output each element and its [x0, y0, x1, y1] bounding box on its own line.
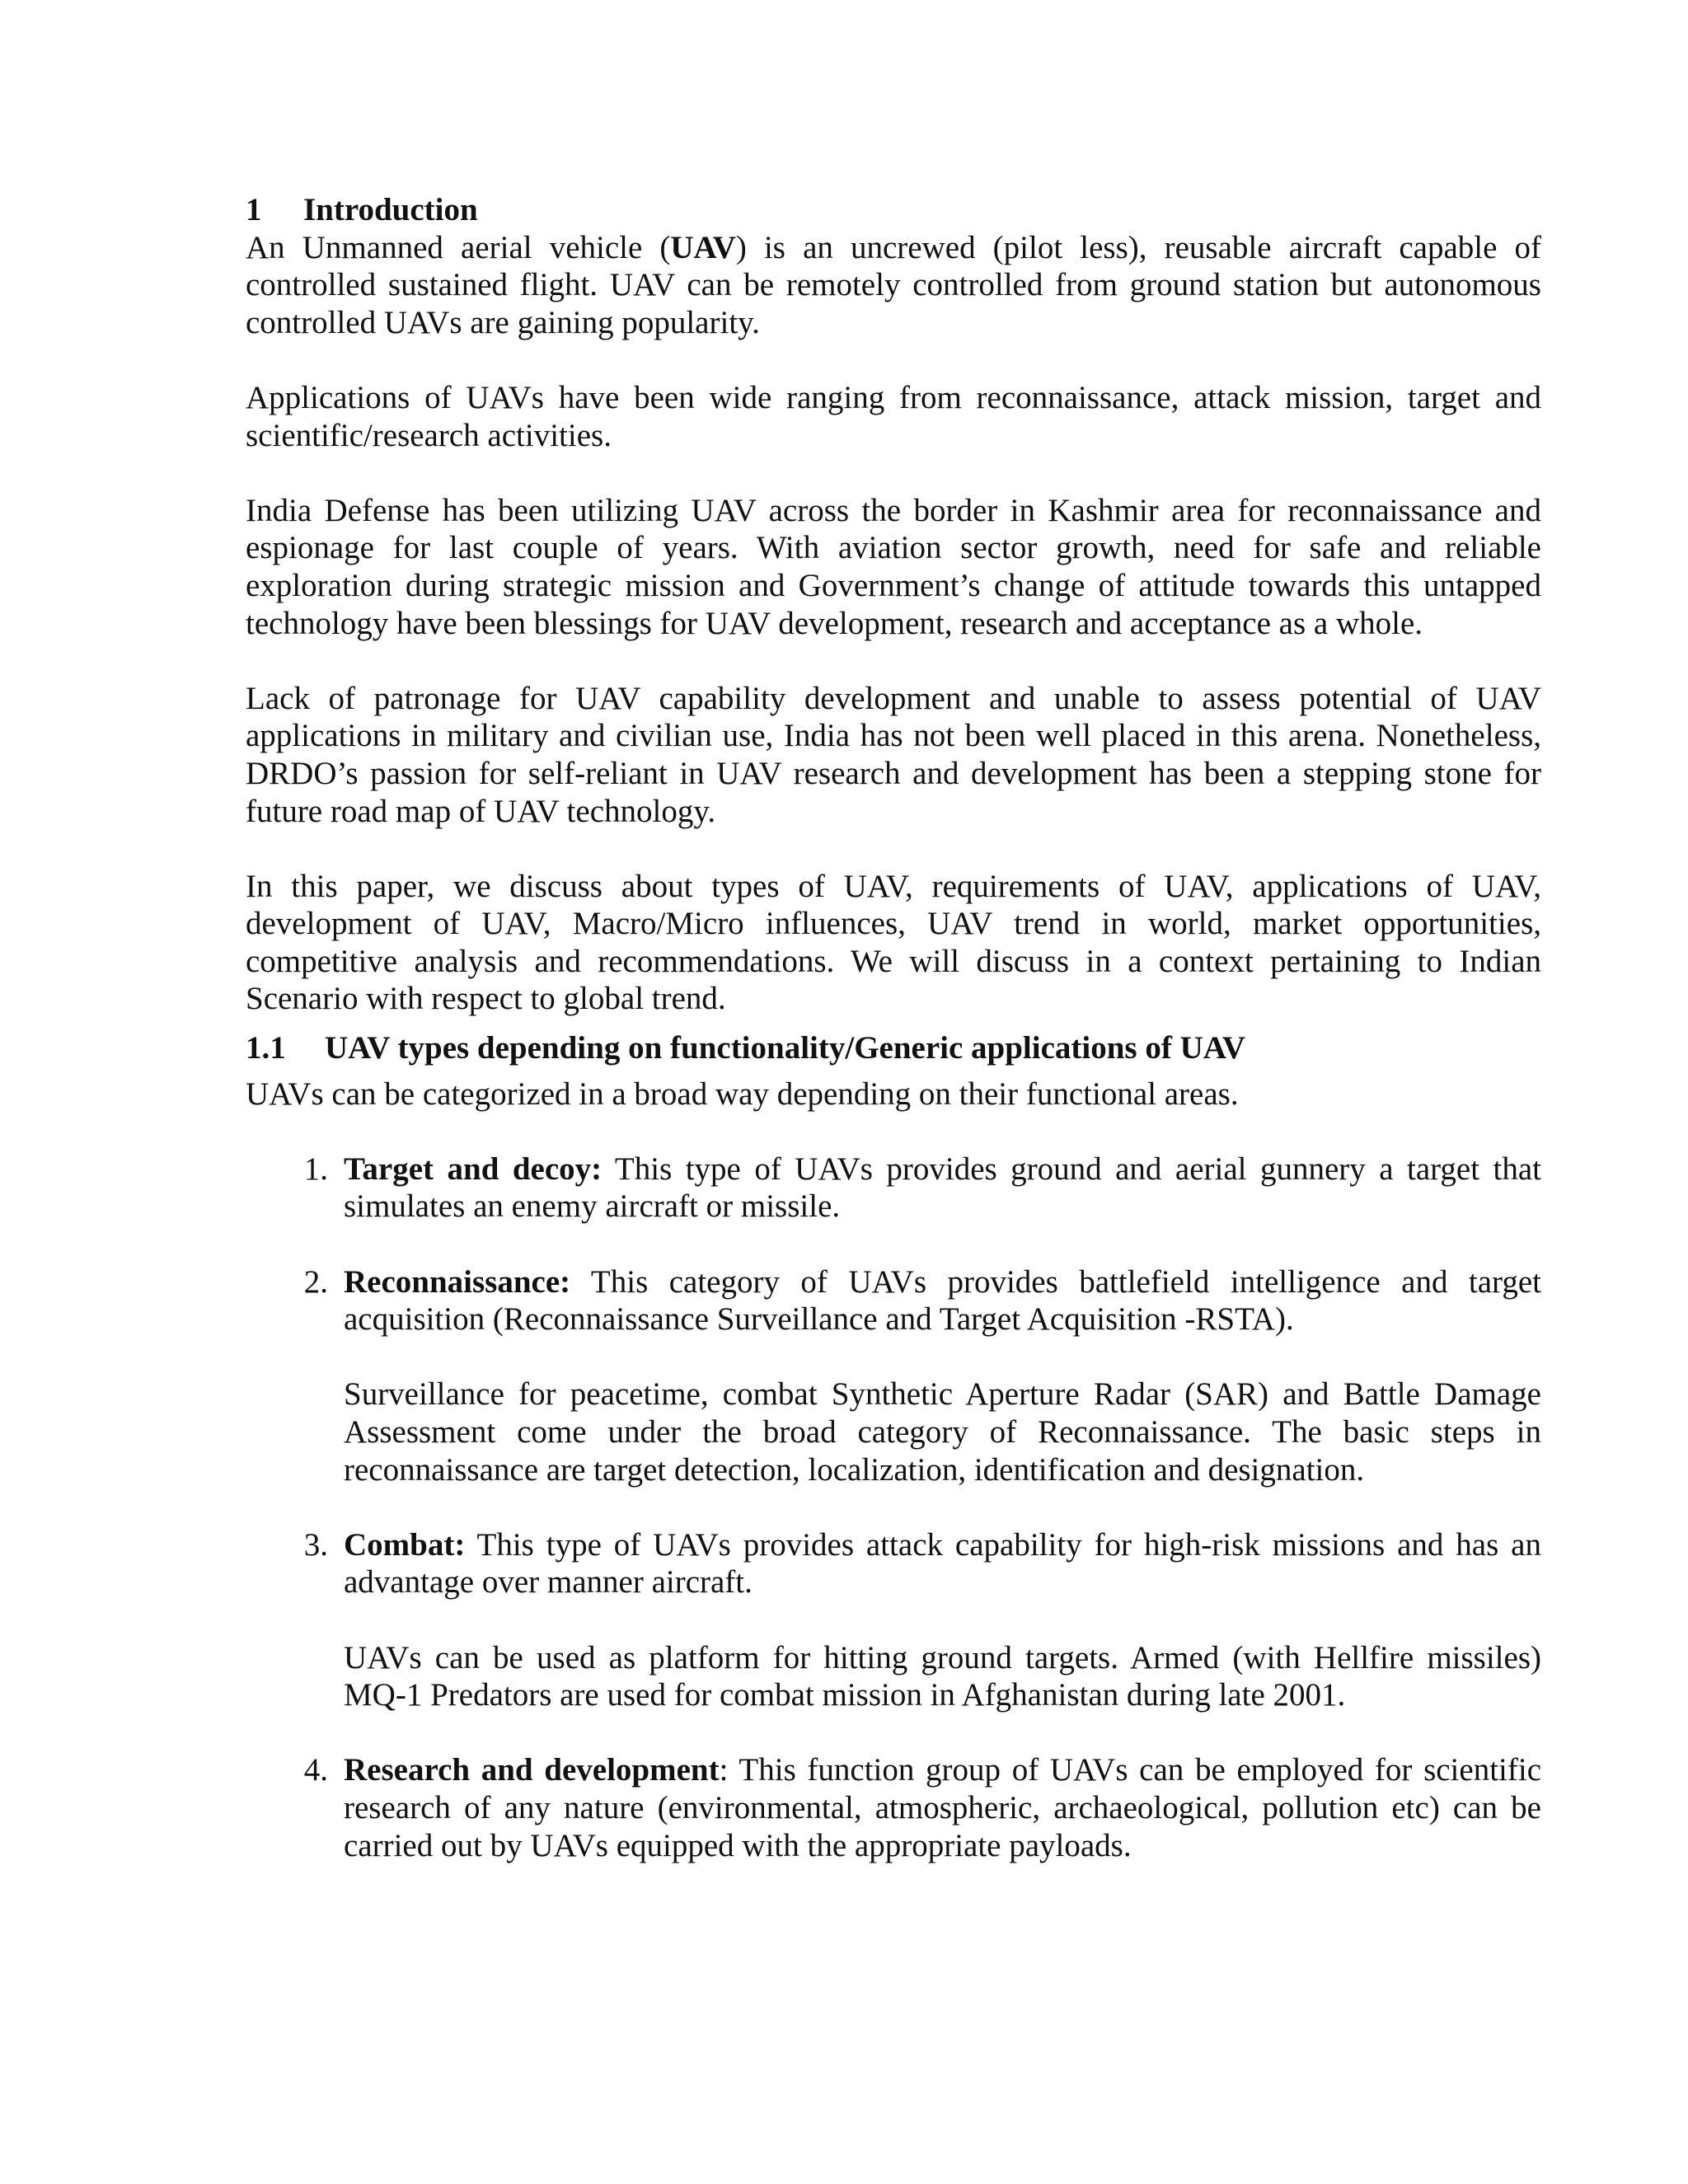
- list-marker: 4.: [303, 1752, 328, 1788]
- list-marker: 2.: [303, 1263, 328, 1300]
- paper-scope-paragraph: In this paper, we discuss about types of UAV, requirements of UAV, applications of UAV, development of UAV, Macro/Micro influences, UAV trend in world, market opportunities, competitive analysis and recommendations. We will discuss in a context pertaining to Indian Scenario with respect to global trend.: [246, 868, 1541, 1017]
- list-text: This type of UAVs provides ground and aerial gunnery a target that simulates an enemy aircraft or missile.: [344, 1151, 1542, 1225]
- list-term: Combat:: [344, 1526, 466, 1563]
- list-text: : This function group of UAVs can be employed for scientific research of any nature (environmental, atmospheric, archaeological, pollution etc) can be carried out by UAVs equipped with the appropriate payloads.: [344, 1752, 1542, 1863]
- section-title: Introduction: [303, 192, 478, 227]
- intro-paragraph: [246, 229, 1541, 342]
- subsection-intro: UAVs can be categorized in a broad way depending on their functional areas.: [246, 1076, 1239, 1112]
- document-page: [246, 191, 1541, 1864]
- applications-paragraph: Applications of UAVs have been wide ranging from reconnaissance, attack mission, target and scientific/research activities.: [246, 379, 1541, 453]
- intro-text-cont: ) is an uncrewed (pilot less), reusable aircraft capable of controlled sustained flight. UAV can be remotely controlled from ground station but autonomous controlled UAVs are gaining popularity.: [246, 229, 1541, 340]
- subsection-number: 1.1: [246, 1030, 286, 1066]
- india-defense-paragraph: India Defense has been utilizing UAV across the border in Kashmir area for reconnaissance and espionage for last couple of years. With aviation sector growth, need for safe and reliable exploration during strategic mission and Government’s change of attitude towards this untapped technology have been blessings for UAV development, research and acceptance as a whole.: [246, 492, 1541, 641]
- list-item-extra: UAVs can be used as platform for hitting ground targets. Armed (with Hellfire missiles) MQ-1 Predators are used for combat mission in Afghanistan during late 2001.: [344, 1639, 1541, 1713]
- list-text: This category of UAVs provides battlefield intelligence and target acquisition (Reconnaissance Surveillance and Target Acquisition -RSTA).: [344, 1263, 1541, 1338]
- list-item: [246, 1526, 1541, 1601]
- list-term: Target and decoy:: [344, 1151, 603, 1187]
- section-heading: [246, 191, 1541, 229]
- list-text: This type of UAVs provides attack capability for high-risk missions and has an advantage over manner aircraft.: [344, 1526, 1541, 1601]
- subsection-heading: [246, 1029, 1541, 1067]
- section-number: 1: [246, 192, 262, 227]
- list-marker: 3.: [303, 1526, 328, 1563]
- intro-text: An Unmanned aerial vehicle (: [246, 229, 671, 265]
- list-item: [246, 1751, 1541, 1864]
- subsection-title: UAV types depending on functionality/Generic applications of UAV: [325, 1030, 1246, 1066]
- list-item: [246, 1151, 1541, 1226]
- list-term: Research and development: [344, 1752, 720, 1788]
- uav-term: UAV: [670, 229, 736, 265]
- list-term: Reconnaissance:: [344, 1263, 571, 1300]
- list-marker: 1.: [303, 1151, 328, 1187]
- list-item-extra: Surveillance for peacetime, combat Synthetic Aperture Radar (SAR) and Battle Damage Assessment come under the broad category of Reconnaissance. The basic steps in reconnaissance are target detection, localization, identification and designation.: [344, 1376, 1541, 1488]
- patronage-paragraph: Lack of patronage for UAV capability development and unable to assess potential of UAV applications in military and civilian use, India has not been well placed in this arena. Nonetheless, DRDO’s passion for self-reliant in UAV research and development has been a stepping stone for future road map of UAV technology.: [246, 680, 1541, 829]
- uav-types-list: [246, 1151, 1541, 1864]
- list-item: [246, 1263, 1541, 1338]
